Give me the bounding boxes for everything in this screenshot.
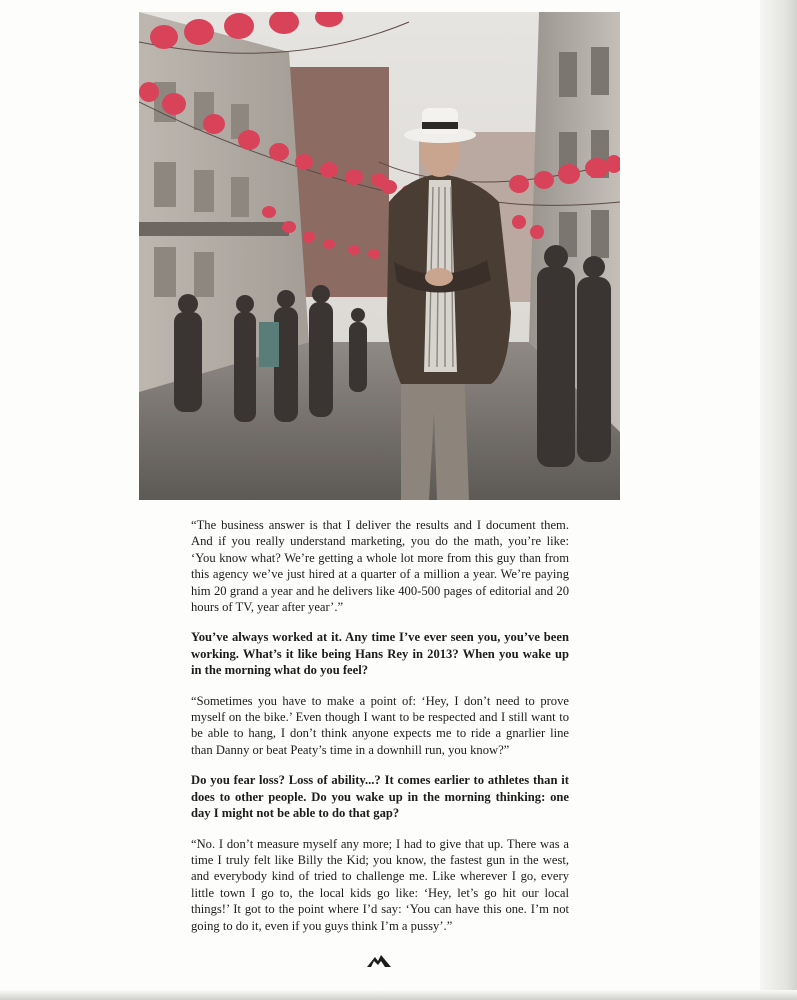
page-edge-shadow bbox=[760, 0, 797, 1000]
question-paragraph: Do you fear loss? Loss of ability...? It comes earlier to athletes than it does to other people. Do you wake up in the morning thinking: one day I might not be able to do that gap? bbox=[191, 773, 569, 821]
question-paragraph: You’ve always worked at it. Any time I’ve ever seen you, you’ve been working. What’s it like being Hans Rey in 2013? When you wake up in the morning what do you feel? bbox=[191, 630, 569, 678]
page-bottom-edge bbox=[0, 990, 797, 1000]
answer-paragraph: “The business answer is that I deliver the results and I document them. And if you really understand marketing, you do the math, you’re like: ‘You know what? We’re getting a whole lot more from this guy than from this agency we’ve just hired at a quarter of a million a year. We’re paying him 20 grand a year and he delivers like 400-500 pages of editorial and 20 hours of TV, year after year’.” bbox=[191, 518, 569, 615]
answer-paragraph: “Sometimes you have to make a point of: ‘Hey, I don’t need to prove myself on the bike.’ Even though I want to be respected and I still want to be able to hang, I don’t think anyone expects me to ride a gnarlier line than Danny or beat Peaty’s time in a downhill run, you know?” bbox=[191, 693, 569, 757]
article-body bbox=[191, 517, 569, 948]
answer-paragraph: “No. I don’t measure myself any more; I had to give that up. There was a time I truly felt like Billy the Kid; you know, the fastest gun in the west, and everybody kind of tried to challenge me. Like wherever I go, every little town I go to, the local kids go like: ‘Hey, let’s go hit our local things!’ It got to the point where I’d say: ‘You can have this one. I’m not going to do it, even if you guys think I’m a pussy’.” bbox=[191, 836, 569, 933]
mountain-icon bbox=[367, 954, 391, 968]
article-photo bbox=[139, 12, 620, 500]
